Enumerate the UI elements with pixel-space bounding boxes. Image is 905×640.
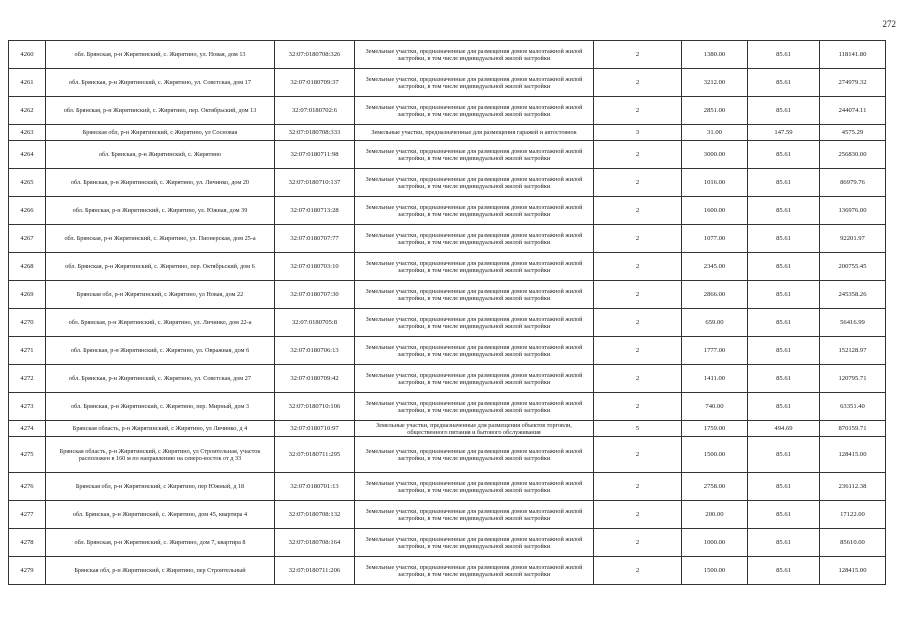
- row-number-cell: 4265: [9, 169, 46, 197]
- address-cell: обл. Брянская, р-н Жирятинский, с. Жирятино, пер. Мирный, дом 3: [46, 393, 275, 421]
- group-cell: 2: [594, 557, 682, 585]
- rate-cell: 85.61: [748, 393, 820, 421]
- cadastral-number-cell: 32:07:0180705:8: [275, 309, 355, 337]
- cadastral-number-cell: 32:07:0180708:164: [275, 529, 355, 557]
- land-use-cell: Земельные участки, предназначенные для размещения домов малоэтажной жилой застройки, в том числе индивидуальной жилой застройки: [355, 309, 594, 337]
- rate-cell: 494.69: [748, 421, 820, 437]
- rate-cell: 85.61: [748, 69, 820, 97]
- table-row: [9, 253, 886, 281]
- row-number-cell: 4278: [9, 529, 46, 557]
- cadastral-number-cell: 32:07:0180711:295: [275, 437, 355, 473]
- address-cell: обл. Брянская, р-н Жирятинский, с. Жирятино, ул. Овражная, дом 6: [46, 337, 275, 365]
- group-cell: 2: [594, 473, 682, 501]
- land-use-cell: Земельные участки, предназначенные для размещения домов малоэтажной жилой застройки, в том числе индивидуальной жилой застройки: [355, 169, 594, 197]
- cadastral-number-cell: 32:07:0180708:333: [275, 125, 355, 141]
- area-cell: 1500.00: [682, 557, 748, 585]
- land-use-cell: Земельные участки, предназначенные для размещения домов малоэтажной жилой застройки, в том числе индивидуальной жилой застройки: [355, 501, 594, 529]
- group-cell: 2: [594, 253, 682, 281]
- cadastral-value-cell: 17122.00: [820, 501, 886, 529]
- cadastral-number-cell: 32:07:0180708:326: [275, 41, 355, 69]
- area-cell: 200.00: [682, 501, 748, 529]
- area-cell: 740.00: [682, 393, 748, 421]
- area-cell: 1600.00: [682, 197, 748, 225]
- land-use-cell: Земельные участки, предназначенные для размещения гаражей и автостоянок: [355, 125, 594, 141]
- table-row: [9, 309, 886, 337]
- rate-cell: 85.61: [748, 437, 820, 473]
- rate-cell: 85.61: [748, 141, 820, 169]
- land-use-cell: Земельные участки, предназначенные для размещения домов малоэтажной жилой застройки, в том числе индивидуальной жилой застройки: [355, 473, 594, 501]
- group-cell: 2: [594, 393, 682, 421]
- rate-cell: 85.61: [748, 473, 820, 501]
- address-cell: Брянская обл, р-н Жирятинский, с Жирятино, пер Строительный: [46, 557, 275, 585]
- table-row: [9, 41, 886, 69]
- cadastral-value-cell: 63351.40: [820, 393, 886, 421]
- address-cell: обл. Брянская, р-н Жирятинский, с. Жирятино, ул. Пионерская, дом 25-а: [46, 225, 275, 253]
- cadastral-number-cell: 32:07:0180711:98: [275, 141, 355, 169]
- cadastral-value-cell: 136976.00: [820, 197, 886, 225]
- cadastral-number-cell: 32:07:0180703:10: [275, 253, 355, 281]
- rate-cell: 85.61: [748, 197, 820, 225]
- cadastral-number-cell: 32:07:0180701:13: [275, 473, 355, 501]
- area-cell: 1500.00: [682, 437, 748, 473]
- rate-cell: 85.61: [748, 501, 820, 529]
- address-cell: обл. Брянская, р-н Жирятинский, с. Жирятино, дом 45, квартира 4: [46, 501, 275, 529]
- row-number-cell: 4260: [9, 41, 46, 69]
- land-use-cell: Земельные участки, предназначенные для размещения домов малоэтажной жилой застройки, в том числе индивидуальной жилой застройки: [355, 365, 594, 393]
- cadastral-value-cell: 128415.00: [820, 557, 886, 585]
- group-cell: 2: [594, 281, 682, 309]
- address-cell: Брянская обл, р-н Жирятинский, с Жирятино, ул Новая, дом 22: [46, 281, 275, 309]
- land-use-cell: Земельные участки, предназначенные для размещения домов малоэтажной жилой застройки, в том числе индивидуальной жилой застройки: [355, 437, 594, 473]
- area-cell: 2758.00: [682, 473, 748, 501]
- row-number-cell: 4270: [9, 309, 46, 337]
- address-cell: обл. Брянская, р-н Жирятинский, с. Жирятино, ул. Личинко, дом 22-а: [46, 309, 275, 337]
- area-cell: 3212.00: [682, 69, 748, 97]
- row-number-cell: 4271: [9, 337, 46, 365]
- rate-cell: 85.61: [748, 365, 820, 393]
- table-row: [9, 529, 886, 557]
- land-use-cell: Земельные участки, предназначенные для размещения объектов торговли, общественного питания и бытового обслуживания: [355, 421, 594, 437]
- table-row: [9, 437, 886, 473]
- table-row: [9, 557, 886, 585]
- rate-cell: 85.61: [748, 41, 820, 69]
- cadastral-number-cell: 32:07:0180710:97: [275, 421, 355, 437]
- group-cell: 2: [594, 225, 682, 253]
- rate-cell: 85.61: [748, 529, 820, 557]
- rate-cell: 147.59: [748, 125, 820, 141]
- address-cell: обл. Брянская, р-н Жирятинский, с. Жирятино, пер. Октябрьский, дом 13: [46, 97, 275, 125]
- row-number-cell: 4261: [9, 69, 46, 97]
- cadastral-value-cell: 92201.97: [820, 225, 886, 253]
- cadastral-value-cell: 274979.32: [820, 69, 886, 97]
- land-use-cell: Земельные участки, предназначенные для размещения домов малоэтажной жилой застройки, в том числе индивидуальной жилой застройки: [355, 197, 594, 225]
- rate-cell: 85.61: [748, 281, 820, 309]
- table-row: [9, 197, 886, 225]
- land-use-cell: Земельные участки, предназначенные для размещения домов малоэтажной жилой застройки, в том числе индивидуальной жилой застройки: [355, 225, 594, 253]
- group-cell: 2: [594, 141, 682, 169]
- area-cell: 3000.00: [682, 141, 748, 169]
- row-number-cell: 4279: [9, 557, 46, 585]
- row-number-cell: 4275: [9, 437, 46, 473]
- table-row: [9, 125, 886, 141]
- cadastral-value-cell: 256830.00: [820, 141, 886, 169]
- address-cell: Брянская область, р-н Жирятинский, с Жирятино, ул Строительная, участок расположен в 160 м по направлению на северо-восток от д 33: [46, 437, 275, 473]
- row-number-cell: 4269: [9, 281, 46, 309]
- page-number: 272: [882, 19, 896, 29]
- address-cell: Брянская обл, р-н Жирятинский, с Жирятино, ул Сосновая: [46, 125, 275, 141]
- table-row: [9, 393, 886, 421]
- cadastral-number-cell: 32:07:0180702:6: [275, 97, 355, 125]
- cadastral-value-cell: 152128.97: [820, 337, 886, 365]
- cadastral-value-cell: 56416.99: [820, 309, 886, 337]
- rate-cell: 85.61: [748, 557, 820, 585]
- cadastral-value-cell: 245358.26: [820, 281, 886, 309]
- address-cell: обл. Брянская, р-н Жирятинский, с. Жирятино, пер. Октябрьский, дом 6: [46, 253, 275, 281]
- row-number-cell: 4274: [9, 421, 46, 437]
- cadastral-value-cell: 4575.29: [820, 125, 886, 141]
- rate-cell: 85.61: [748, 337, 820, 365]
- rate-cell: 85.61: [748, 309, 820, 337]
- group-cell: 2: [594, 529, 682, 557]
- cadastral-number-cell: 32:07:0180710:106: [275, 393, 355, 421]
- table-row: [9, 501, 886, 529]
- area-cell: 1380.00: [682, 41, 748, 69]
- land-use-cell: Земельные участки, предназначенные для размещения домов малоэтажной жилой застройки, в том числе индивидуальной жилой застройки: [355, 141, 594, 169]
- land-use-cell: Земельные участки, предназначенные для размещения домов малоэтажной жилой застройки, в том числе индивидуальной жилой застройки: [355, 393, 594, 421]
- table-row: [9, 169, 886, 197]
- land-use-cell: Земельные участки, предназначенные для размещения домов малоэтажной жилой застройки, в том числе индивидуальной жилой застройки: [355, 69, 594, 97]
- table-row: [9, 421, 886, 437]
- table-row: [9, 473, 886, 501]
- table-row: [9, 337, 886, 365]
- row-number-cell: 4264: [9, 141, 46, 169]
- cadastral-number-cell: 32:07:0180709:37: [275, 69, 355, 97]
- group-cell: 2: [594, 41, 682, 69]
- area-cell: 2851.00: [682, 97, 748, 125]
- row-number-cell: 4262: [9, 97, 46, 125]
- area-cell: 1016.00: [682, 169, 748, 197]
- rate-cell: 85.61: [748, 225, 820, 253]
- row-number-cell: 4273: [9, 393, 46, 421]
- cadastral-value-cell: 200755.45: [820, 253, 886, 281]
- area-cell: 1077.00: [682, 225, 748, 253]
- cadastral-value-cell: 244074.11: [820, 97, 886, 125]
- group-cell: 5: [594, 421, 682, 437]
- group-cell: 2: [594, 337, 682, 365]
- area-cell: 659.00: [682, 309, 748, 337]
- land-use-cell: Земельные участки, предназначенные для размещения домов малоэтажной жилой застройки, в том числе индивидуальной жилой застройки: [355, 281, 594, 309]
- row-number-cell: 4263: [9, 125, 46, 141]
- group-cell: 3: [594, 125, 682, 141]
- cadastral-number-cell: 32:07:0180706:13: [275, 337, 355, 365]
- land-use-cell: Земельные участки, предназначенные для размещения домов малоэтажной жилой застройки, в том числе индивидуальной жилой застройки: [355, 41, 594, 69]
- area-cell: 2345.00: [682, 253, 748, 281]
- area-cell: 31.00: [682, 125, 748, 141]
- table-row: [9, 225, 886, 253]
- group-cell: 2: [594, 437, 682, 473]
- group-cell: 2: [594, 69, 682, 97]
- group-cell: 2: [594, 169, 682, 197]
- address-cell: обл. Брянская, р-н Жирятинский, с. Жирятино: [46, 141, 275, 169]
- cadastral-number-cell: 32:07:0180711:206: [275, 557, 355, 585]
- area-cell: 2866.00: [682, 281, 748, 309]
- address-cell: Брянская обл, р-н Жирятинский, с Жирятино, пер Южный, д 18: [46, 473, 275, 501]
- row-number-cell: 4277: [9, 501, 46, 529]
- area-cell: 1411.00: [682, 365, 748, 393]
- land-use-cell: Земельные участки, предназначенные для размещения домов малоэтажной жилой застройки, в том числе индивидуальной жилой застройки: [355, 529, 594, 557]
- cadastral-number-cell: 32:07:0180707:30: [275, 281, 355, 309]
- cadastral-value-cell: 870159.71: [820, 421, 886, 437]
- table-row: [9, 97, 886, 125]
- group-cell: 2: [594, 197, 682, 225]
- rate-cell: 85.61: [748, 253, 820, 281]
- address-cell: обл. Брянская, р-н Жирятинский, с. Жирятино, ул. Новая, дом 13: [46, 41, 275, 69]
- cadastral-value-cell: 85610.00: [820, 529, 886, 557]
- cadastral-value-cell: 128415.00: [820, 437, 886, 473]
- row-number-cell: 4266: [9, 197, 46, 225]
- table-body: [9, 41, 886, 585]
- group-cell: 2: [594, 309, 682, 337]
- cadastral-number-cell: 32:07:0180707:77: [275, 225, 355, 253]
- land-use-cell: Земельные участки, предназначенные для размещения домов малоэтажной жилой застройки, в том числе индивидуальной жилой застройки: [355, 253, 594, 281]
- cadastral-number-cell: 32:07:0180709:42: [275, 365, 355, 393]
- cadastral-value-cell: 236112.38: [820, 473, 886, 501]
- cadastral-value-cell: 120795.71: [820, 365, 886, 393]
- land-use-cell: Земельные участки, предназначенные для размещения домов малоэтажной жилой застройки, в том числе индивидуальной жилой застройки: [355, 337, 594, 365]
- group-cell: 2: [594, 97, 682, 125]
- rate-cell: 85.61: [748, 169, 820, 197]
- table-row: [9, 365, 886, 393]
- table-row: [9, 281, 886, 309]
- rate-cell: 85.61: [748, 97, 820, 125]
- address-cell: обл. Брянская, р-н Жирятинский, с. Жирятино, ул. Советская, дом 27: [46, 365, 275, 393]
- area-cell: 1759.00: [682, 421, 748, 437]
- cadastral-number-cell: 32:07:0180710:137: [275, 169, 355, 197]
- area-cell: 1777.00: [682, 337, 748, 365]
- group-cell: 2: [594, 365, 682, 393]
- address-cell: обл. Брянская, р-н Жирятинский, с. Жирятино, ул. Южная, дом 39: [46, 197, 275, 225]
- address-cell: обл. Брянская, р-н Жирятинский, с. Жирятино, ул. Советская, дом 17: [46, 69, 275, 97]
- group-cell: 2: [594, 501, 682, 529]
- cadastral-value-cell: 86979.76: [820, 169, 886, 197]
- cadastral-number-cell: 32:07:0180708:132: [275, 501, 355, 529]
- address-cell: обл. Брянская, р-н Жирятинский, с. Жирятино, дом 7, квартира 8: [46, 529, 275, 557]
- row-number-cell: 4267: [9, 225, 46, 253]
- address-cell: Брянская область, р-н Жирятинский, с Жирятино, ул Личинко, д 4: [46, 421, 275, 437]
- land-use-cell: Земельные участки, предназначенные для размещения домов малоэтажной жилой застройки, в том числе индивидуальной жилой застройки: [355, 97, 594, 125]
- table-row: [9, 69, 886, 97]
- cadastral-value-cell: 118141.80: [820, 41, 886, 69]
- area-cell: 1000.00: [682, 529, 748, 557]
- cadastral-number-cell: 32:07:0180713:28: [275, 197, 355, 225]
- land-use-cell: Земельные участки, предназначенные для размещения домов малоэтажной жилой застройки, в том числе индивидуальной жилой застройки: [355, 557, 594, 585]
- table-row: [9, 141, 886, 169]
- land-registry-table: [8, 40, 886, 585]
- row-number-cell: 4268: [9, 253, 46, 281]
- row-number-cell: 4276: [9, 473, 46, 501]
- row-number-cell: 4272: [9, 365, 46, 393]
- address-cell: обл. Брянская, р-н Жирятинский, с. Жирятино, ул. Личинко, дом 20: [46, 169, 275, 197]
